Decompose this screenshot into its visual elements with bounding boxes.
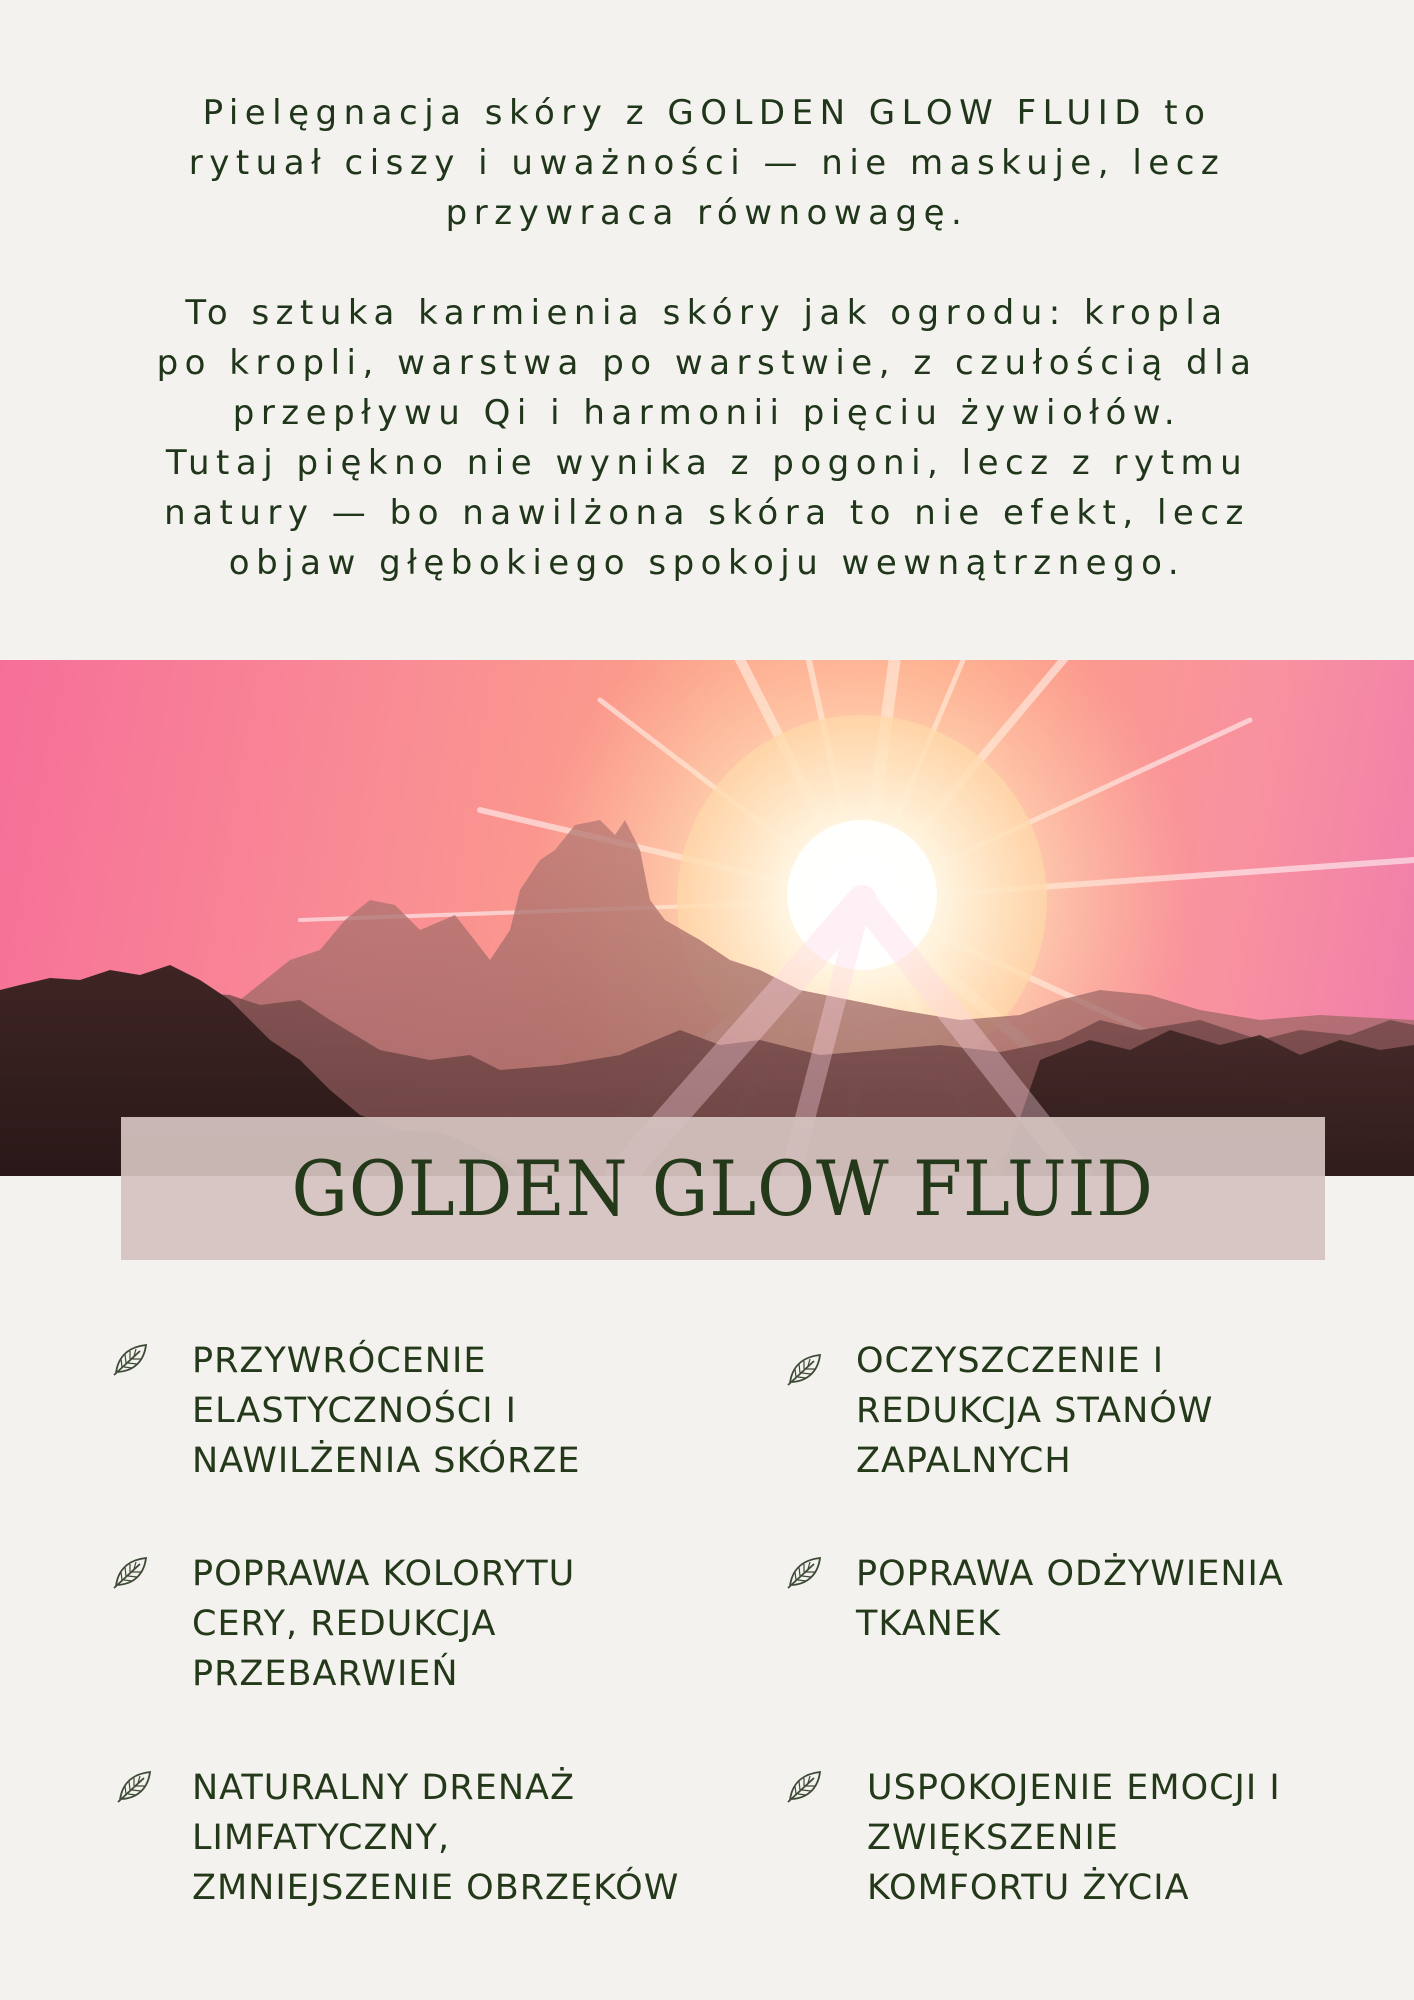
benefit-text-4: POPRAWA ODŻYWIENIA TKANEK bbox=[856, 1554, 1284, 1644]
product-title: GOLDEN GLOW FLUID bbox=[291, 1144, 1155, 1233]
benefit-item-3 bbox=[110, 1549, 576, 1694]
leaf-icon bbox=[110, 1339, 150, 1379]
benefit-text-6: USPOKOJENIE EMOCJI I ZWIĘKSZENIE KOMFORTU ŻYCIA bbox=[867, 1768, 1281, 1908]
leaf-icon bbox=[114, 1766, 154, 1806]
benefit-item-4 bbox=[784, 1549, 1284, 1644]
leaf-icon bbox=[784, 1552, 824, 1592]
intro-paragraph-2: To sztuka karmienia skóry jak ogrodu: kropla po kropli, warstwa po warstwie, z czułością dla przepływu Qi i harmonii pięciu żywiołów. Tutaj piękno nie wynika z pogoni, lecz z rytmu natury — bo nawilżona skóra to nie efekt, lecz objaw głębokiego spokoju wewnątrznego. bbox=[156, 293, 1258, 583]
sunrise-mountains-image bbox=[0, 660, 1414, 1176]
title-band bbox=[121, 1117, 1325, 1260]
benefit-item-6 bbox=[784, 1763, 1281, 1908]
benefit-text-2: OCZYSZCZENIE I REDUKCJA STANÓW ZAPALNYCH bbox=[856, 1341, 1214, 1481]
leaf-icon bbox=[784, 1766, 824, 1806]
sunrise-illustration bbox=[0, 660, 1414, 1176]
intro-text bbox=[100, 88, 1314, 588]
leaf-icon bbox=[784, 1349, 824, 1389]
benefit-item-2 bbox=[784, 1341, 1214, 1481]
benefit-item-5 bbox=[114, 1763, 680, 1908]
benefit-item-1 bbox=[110, 1336, 581, 1481]
benefit-text-3: POPRAWA KOLORYTU CERY, REDUKCJA PRZEBARWIEŃ bbox=[192, 1554, 576, 1694]
leaf-icon bbox=[110, 1552, 150, 1592]
benefit-text-1: PRZYWRÓCENIE ELASTYCZNOŚCI I NAWILŻENIA SKÓRZE bbox=[192, 1341, 581, 1481]
benefit-text-5: NATURALNY DRENAŻ LIMFATYCZNY, ZMNIEJSZENIE OBRZĘKÓW bbox=[192, 1768, 680, 1908]
intro-paragraph-1: Pielęgnacja skóry z GOLDEN GLOW FLUID to rytuał ciszy i uważności — nie maskuje, lecz przywraca równowagę. bbox=[188, 93, 1226, 233]
